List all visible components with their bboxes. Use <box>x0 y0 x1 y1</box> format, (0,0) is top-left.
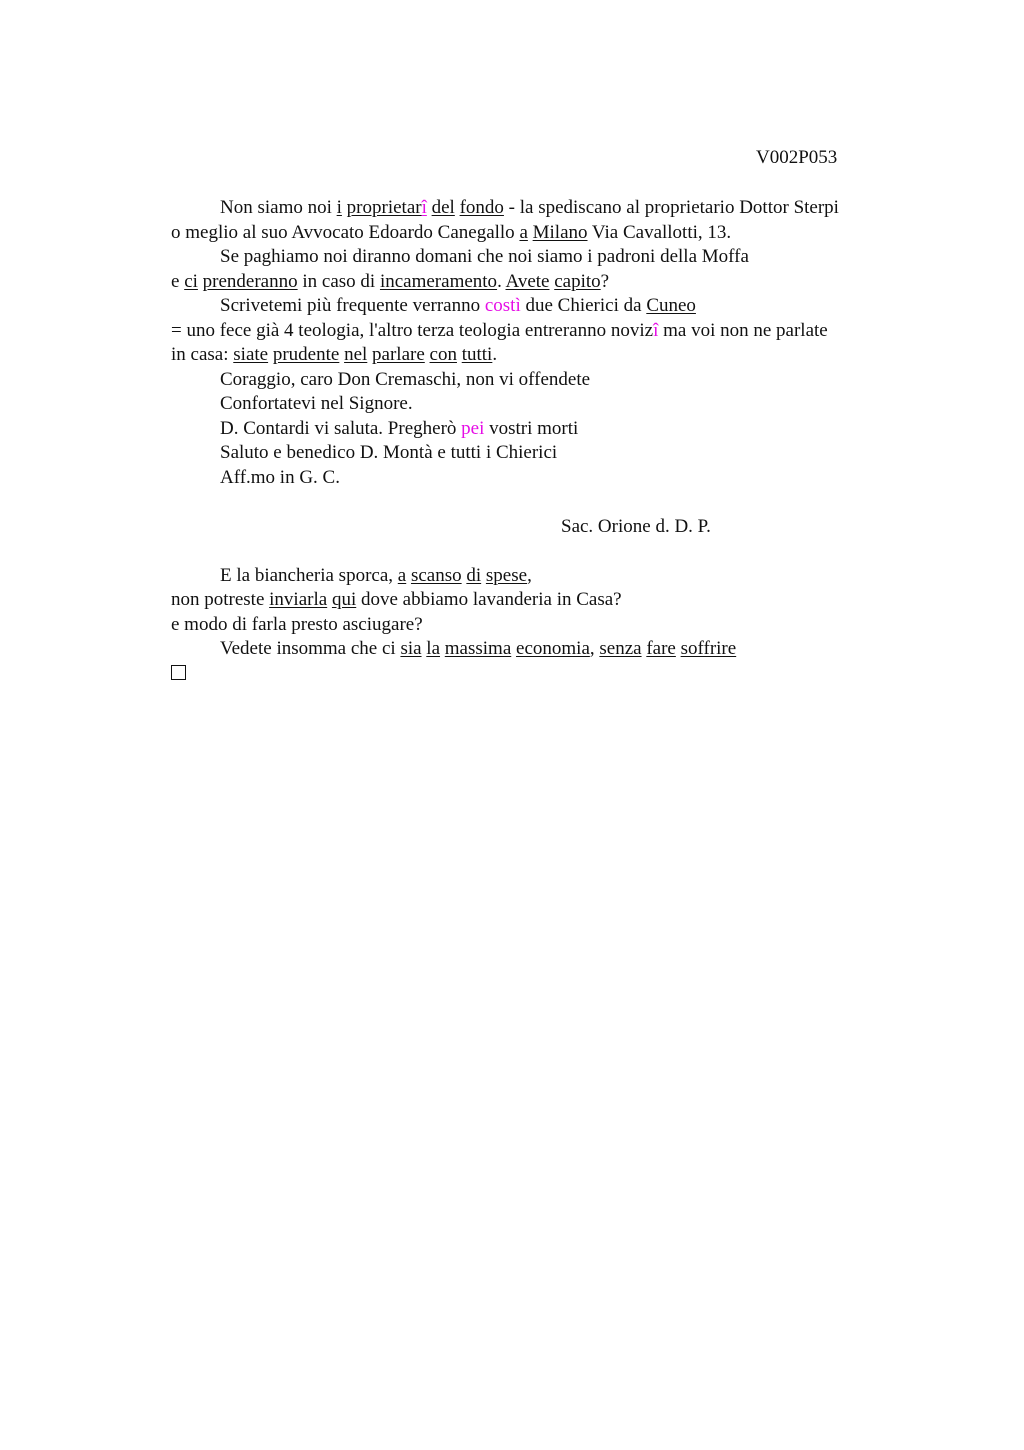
underlined-word: qui <box>331 589 357 610</box>
text-line <box>171 343 911 368</box>
end-box-symbol <box>171 662 911 687</box>
text-segment: o meglio al suo Avvocato Edoardo Canegallo <box>171 221 520 243</box>
signature-line <box>171 515 911 540</box>
text-line <box>171 245 911 270</box>
underlined-word: inviarla <box>269 589 328 610</box>
text-segment: . <box>497 270 506 292</box>
text-segment: in casa: <box>171 344 234 365</box>
underlined-word: fare <box>646 638 676 659</box>
underlined-word: scanso <box>410 564 462 586</box>
text-line <box>171 368 911 393</box>
text-segment: Coraggio, caro Don Cremaschi, non vi offendete <box>220 368 591 390</box>
text-segment: Saluto e benedico D. Montà e tutti i Chierici <box>220 442 558 463</box>
underlined-word: Cuneo <box>646 295 696 316</box>
text-segment: D. Contardi vi saluta. Pregherò <box>220 417 462 439</box>
text-segment: Non siamo noi <box>220 197 337 218</box>
text-segment: , <box>589 638 600 659</box>
text-line <box>171 392 911 417</box>
underlined-word: economia <box>516 638 590 659</box>
underlined-word: parlare <box>372 344 425 365</box>
text-segment: Confortatevi nel Signore. <box>220 393 413 414</box>
underlined-word: a <box>519 221 528 243</box>
underlined-word: prudente <box>272 344 340 365</box>
underlined-word: prenderanno <box>202 270 298 292</box>
letter-body <box>171 196 911 686</box>
underlined-word: Avete <box>505 270 550 292</box>
text-line <box>171 270 911 295</box>
page-identifier: V002P053 <box>756 147 838 168</box>
text-segment: . <box>492 344 498 365</box>
text-segment: ? <box>600 270 610 292</box>
underlined-word: massima <box>444 638 512 659</box>
text-segment: ma voi non ne parlate <box>658 319 828 341</box>
underlined-word: ci <box>184 270 198 292</box>
blank-line <box>171 539 911 564</box>
square-icon <box>171 665 186 680</box>
text-segment: - la spediscano al proprietario Dottor Sterpi <box>503 197 839 218</box>
underlined-word: tutti <box>461 344 493 365</box>
text-line <box>171 466 911 491</box>
text-segment: = uno fece già 4 teologia, l'altro terza teologia entreranno noviz <box>171 319 654 341</box>
text-segment: Aff.mo in G. C. <box>220 466 340 488</box>
underlined-word: Milano <box>532 221 588 243</box>
underlined-word: nel <box>344 344 368 365</box>
blank-line <box>171 490 911 515</box>
text-segment: e <box>171 270 185 292</box>
underlined-word: a <box>397 564 407 586</box>
underlined-word: capito <box>554 270 601 292</box>
underlined-word: sia <box>400 638 422 659</box>
text-line <box>171 221 911 246</box>
text-line <box>171 441 911 466</box>
underlined-word: i <box>336 197 342 218</box>
text-segment: , <box>527 564 532 586</box>
text-line <box>171 564 911 589</box>
underlined-word: soffrire <box>680 638 737 659</box>
underlined-word: proprietar <box>346 197 422 218</box>
underlined-word: siate <box>233 344 269 365</box>
underlined-word: con <box>429 344 457 365</box>
text-segment: Se paghiamo noi diranno domani che noi siamo i padroni della Moffa <box>220 246 749 267</box>
text-segment: Via Cavallotti, 13. <box>587 221 732 243</box>
underlined-word: incameramento <box>379 270 498 292</box>
text-segment: vostri morti <box>484 417 579 439</box>
underlined-word: fondo <box>459 197 504 218</box>
text-line <box>171 613 911 638</box>
text-line <box>171 417 911 442</box>
underlined-word: di <box>466 564 482 586</box>
text-segment: e modo di farla presto asciugare? <box>171 613 423 635</box>
text-segment: Vedete insomma che ci <box>220 638 401 659</box>
highlighted-word: costì <box>484 295 521 316</box>
text-segment: due Chierici da <box>520 295 647 316</box>
text-line <box>171 294 911 319</box>
text-line <box>171 637 911 662</box>
text-segment: in caso di <box>297 270 380 292</box>
underlined-word: senza <box>599 638 642 659</box>
highlighted-word: î <box>421 197 427 218</box>
text-segment: Sac. Orione d. D. P. <box>561 515 711 537</box>
text-segment: E la biancheria sporca, <box>220 564 398 586</box>
underlined-word: la <box>426 638 441 659</box>
text-line <box>171 196 911 221</box>
text-segment: non potreste <box>171 589 270 610</box>
highlighted-word: pei <box>461 417 485 439</box>
text-line <box>171 319 911 344</box>
text-segment: Scrivetemi più frequente verranno <box>220 295 485 316</box>
underlined-word: spese <box>485 564 528 586</box>
text-segment: dove abbiamo lavanderia in Casa? <box>356 589 622 610</box>
highlighted-word: î <box>653 319 659 341</box>
text-line <box>171 588 911 613</box>
underlined-word: del <box>431 197 455 218</box>
